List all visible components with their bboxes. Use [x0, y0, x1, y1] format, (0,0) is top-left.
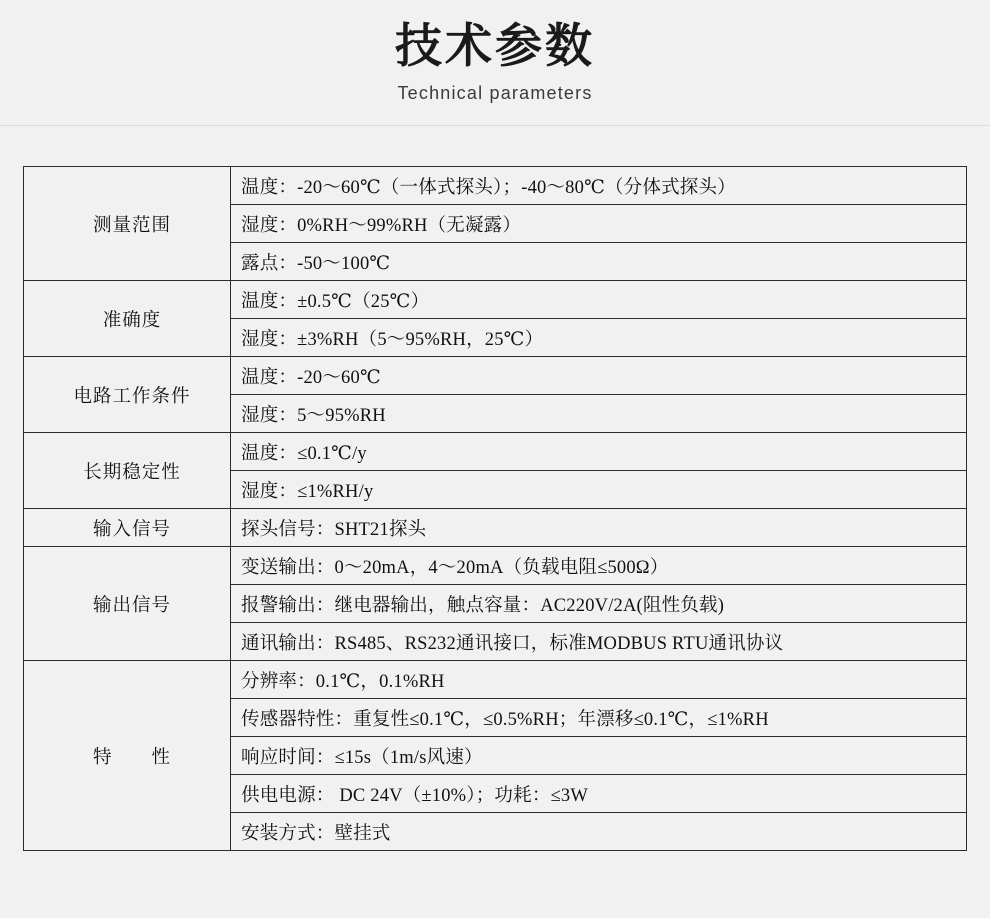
spec-category-cell: 特 性 [24, 661, 231, 851]
spec-category-cell: 输入信号 [24, 509, 231, 547]
table-row [24, 167, 967, 205]
table-row [24, 509, 967, 547]
spec-value-cell: 供电电源： DC 24V（±10%）；功耗：≤3W [231, 775, 967, 813]
spec-value-cell: 通讯输出：RS485、RS232通讯接口，标准MODBUS RTU通讯协议 [231, 623, 967, 661]
spec-value-cell: 湿度：0%RH～99%RH（无凝露） [231, 205, 967, 243]
table-row [24, 357, 967, 395]
page-subtitle: Technical parameters [397, 83, 593, 103]
page-title: 技术参数 [395, 21, 595, 73]
spec-value-cell: 响应时间：≤15s（1m/s风速） [231, 737, 967, 775]
spec-table [23, 166, 967, 851]
spec-table-body [24, 167, 967, 851]
spec-value-cell: 露点：-50～100℃ [231, 243, 967, 281]
spec-value-cell: 温度：≤0.1℃/y [231, 433, 967, 471]
spec-value-cell: 温度：-20～60℃（一体式探头）；-40～80℃（分体式探头） [231, 167, 967, 205]
spec-value-cell: 湿度：±3%RH（5～95%RH，25℃） [231, 319, 967, 357]
spec-category-cell: 长期稳定性 [24, 433, 231, 509]
page-header [0, 0, 990, 126]
spec-value-cell: 变送输出：0～20mA，4～20mA（负载电阻≤500Ω） [231, 547, 967, 585]
spec-value-cell: 温度：-20～60℃ [231, 357, 967, 395]
content-area [0, 126, 990, 918]
spec-value-cell: 探头信号：SHT21探头 [231, 509, 967, 547]
spec-value-cell: 温度：±0.5℃（25℃） [231, 281, 967, 319]
spec-category-cell: 测量范围 [24, 167, 231, 281]
spec-category-cell: 输出信号 [24, 547, 231, 661]
table-row [24, 661, 967, 699]
table-row [24, 433, 967, 471]
spec-category-cell: 准确度 [24, 281, 231, 357]
spec-value-cell: 安装方式：壁挂式 [231, 813, 967, 851]
table-row [24, 547, 967, 585]
spec-category-cell: 电路工作条件 [24, 357, 231, 433]
spec-table-wrap [23, 166, 967, 851]
spec-value-cell: 传感器特性：重复性≤0.1℃，≤0.5%RH；年漂移≤0.1℃，≤1%RH [231, 699, 967, 737]
table-row [24, 281, 967, 319]
spec-value-cell: 湿度：5～95%RH [231, 395, 967, 433]
spec-value-cell: 分辨率：0.1℃，0.1%RH [231, 661, 967, 699]
spec-value-cell: 报警输出：继电器输出，触点容量：AC220V/2A(阻性负载) [231, 585, 967, 623]
spec-value-cell: 湿度：≤1%RH/y [231, 471, 967, 509]
